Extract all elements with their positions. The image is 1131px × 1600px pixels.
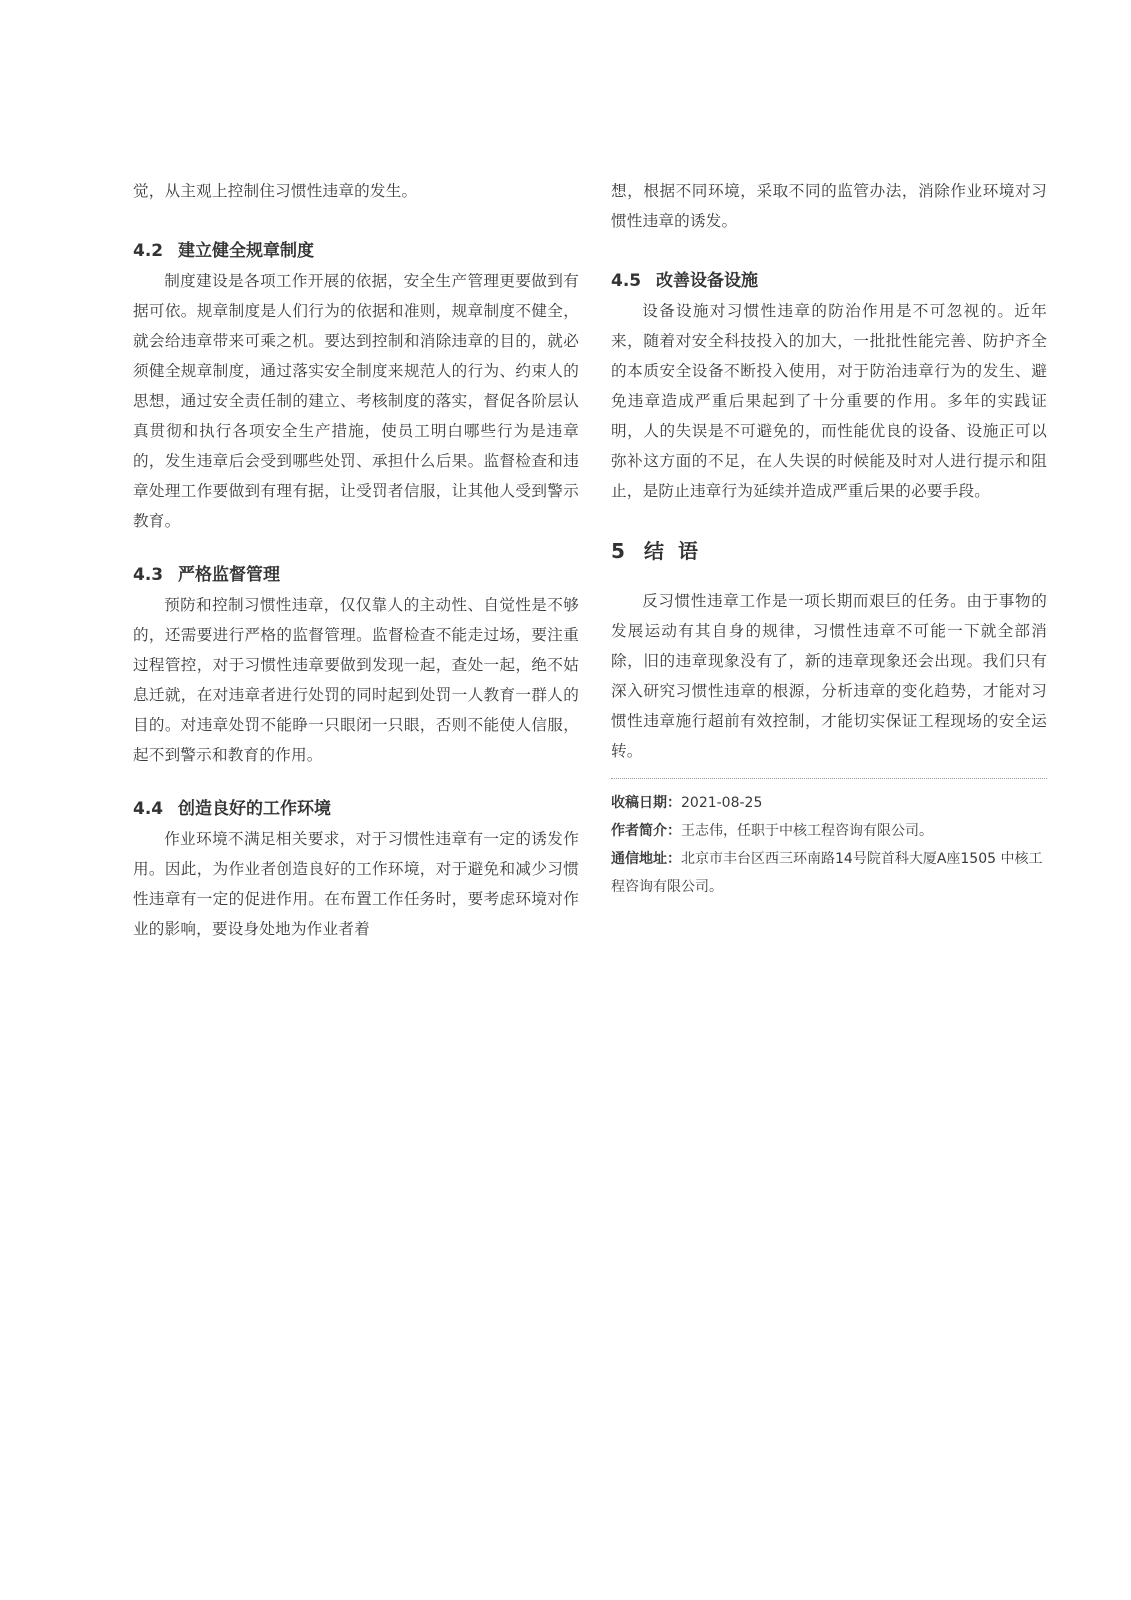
author-bio-value: 王志伟，任职于中核工程咨询有限公司。 [681,823,933,839]
section-title: 创造良好的工作环境 [178,799,331,819]
received-date [611,789,1047,817]
section-title: 结语 [644,539,712,563]
section-number: 4.5 [611,271,642,291]
section-heading-4-3 [133,560,579,590]
paragraph-continuation: 觉，从主观上控制住习惯性违章的发生。 [133,182,418,200]
mailing-address [611,845,1047,901]
section-title: 建立健全规章制度 [178,241,314,261]
author-bio-label: 作者简介： [611,823,681,839]
section-body-5: 反习惯性违章工作是一项长期而艰巨的任务。由于事物的发展运动有其自身的规律，习惯性违章不可能一下就全部消除，旧的违章现象没有了，新的违章现象还会出现。我们只有深入研究习惯性违章的根源，分析违章的变化趋势，才能对习惯性违章施行超前有效控制，才能切实保证工程现场的安全运转。 [611,592,1047,760]
section-heading-5 [611,536,1047,566]
author-bio [611,817,1047,845]
section-number: 4.3 [133,565,164,585]
section-number: 5 [611,539,625,563]
mailing-address-label: 通信地址： [611,851,681,867]
section-number: 4.2 [133,241,164,261]
paragraph-continuation: 想，根据不同环境，采取不同的监管办法，消除作业环境对习惯性违章的诱发。 [611,182,1047,230]
received-date-value: 2021-08-25 [681,795,763,811]
left-column [133,176,579,944]
section-body-4-2: 制度建设是各项工作开展的依据，安全生产管理更要做到有据可依。规章制度是人们行为的依据和准则，规章制度不健全，就会给违章带来可乘之机。要达到控制和消除违章的目的，就必须健全规章制度，通过落实安全制度来规范人的行为、约束人的思想，通过安全责任制的建立、考核制度的落实，督促各阶层认真贯彻和执行各项安全生产措施，使员工明白哪些行为是违章的，发生违章后会受到哪些处罚、承担什么后果。监督检查和违章处理工作要做到有理有据，让受罚者信服，让其他人受到警示教育。 [133,272,579,530]
section-heading-4-4 [133,794,579,824]
section-heading-4-5 [611,266,1047,296]
right-column [611,176,1047,901]
footer-divider [611,778,1047,779]
section-title: 严格监督管理 [178,565,280,585]
section-body-4-4: 作业环境不满足相关要求，对于习惯性违章有一定的诱发作用。因此，为作业者创造良好的工作环境，对于避免和减少习惯性违章有一定的促进作用。在布置工作任务时，要考虑环境对作业的影响，要设身处地为作业者着 [133,830,579,938]
section-heading-4-2 [133,236,579,266]
section-body-4-5: 设备设施对习惯性违章的防治作用是不可忽视的。近年来，随着对安全科技投入的加大，一批批性能完善、防护齐全的本质安全设备不断投入使用，对于防治违章行为的发生、避免违章造成严重后果起到了十分重要的作用。多年的实践证明，人的失误是不可避免的，而性能优良的设备、设施正可以弥补这方面的不足，在人失误的时候能及时对人进行提示和阻止，是防止违章行为延续并造成严重后果的必要手段。 [611,302,1047,500]
section-number: 4.4 [133,799,164,819]
section-body-4-3: 预防和控制习惯性违章，仅仅靠人的主动性、自觉性是不够的，还需要进行严格的监督管理。监督检查不能走过场，要注重过程管控，对于习惯性违章要做到发现一起，查处一起，绝不姑息迁就，在对违章者进行处罚的同时起到处罚一人教育一群人的目的。对违章处罚不能睁一只眼闭一只眼，否则不能使人信服，起不到警示和教育的作用。 [133,596,579,764]
received-date-label: 收稿日期： [611,795,681,811]
section-title: 改善设备设施 [656,271,758,291]
mailing-address-value: 北京市丰台区西三环南路14号院首科大厦A座1505 中核工程咨询有限公司。 [611,851,1043,895]
